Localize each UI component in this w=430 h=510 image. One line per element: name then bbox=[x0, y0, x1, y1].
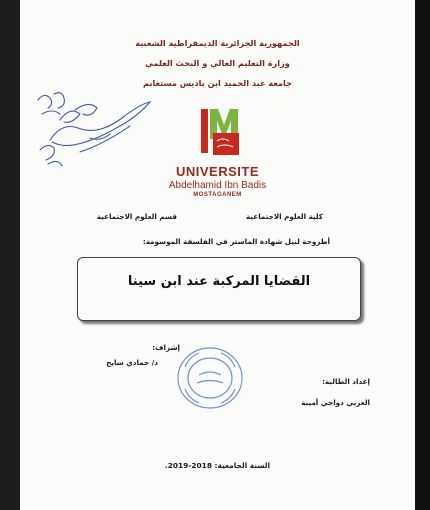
university-heading: جامعة عبد الحميد ابن باديس مستغانم bbox=[142, 78, 293, 88]
scan-dark-edge-left bbox=[0, 0, 20, 510]
academic-year: السنة الجامعية: 2018-2019. bbox=[164, 461, 271, 470]
supervisor-name: د/ حمادي سايح bbox=[106, 358, 158, 367]
department-label: قسم العلوم الاجتماعية bbox=[96, 212, 177, 221]
university-city: MOSTAGANEM bbox=[193, 192, 242, 198]
thesis-title: القضايا المركبة عند ابن سينا bbox=[127, 274, 311, 289]
ministry-heading: وزارة التعليم العالي و البحث العلمي bbox=[145, 58, 290, 68]
thesis-description: أطروحة لنيل شهادة الماستر في الفلسفة الموسومة: bbox=[142, 237, 330, 246]
official-stamp bbox=[175, 345, 245, 411]
title-frame bbox=[77, 257, 361, 321]
university-logo bbox=[185, 103, 255, 161]
document-page bbox=[20, 0, 415, 510]
student-name: العربي دواجي أمينة bbox=[301, 398, 370, 407]
republic-heading: الجمهورية الجزائرية الديمقراطية الشعبية bbox=[135, 38, 300, 48]
preparation-label: إعداد الطالبة: bbox=[322, 377, 370, 386]
university-name-latin: UNIVERSITE bbox=[175, 164, 259, 179]
supervision-label: إشراف: bbox=[152, 343, 180, 352]
university-subtitle-latin: Abdelhamid Ibn Badis bbox=[168, 180, 267, 191]
faculty-label: كلية العلوم الاجتماعية bbox=[246, 212, 323, 221]
scan-dark-edge-right bbox=[415, 0, 430, 510]
